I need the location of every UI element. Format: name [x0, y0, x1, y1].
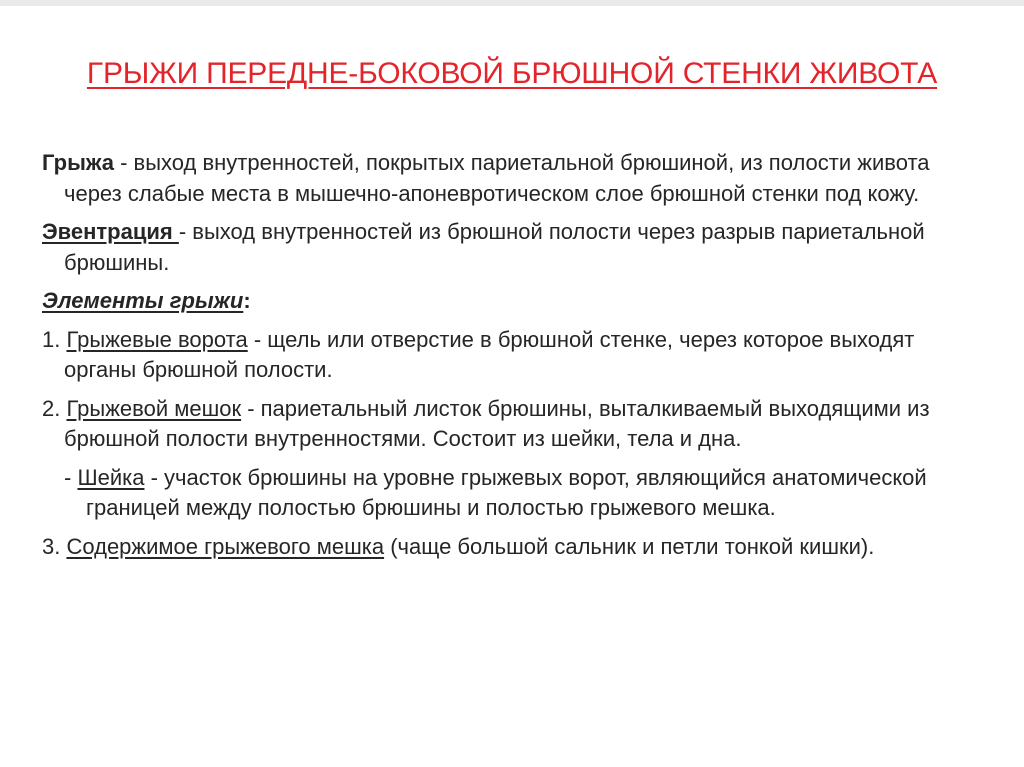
element-item-2-term: Грыжевой мешок	[66, 395, 242, 421]
element-item-3-number: 3.	[42, 533, 67, 559]
definition-eventration	[42, 217, 982, 278]
element-item-2-number: 2.	[42, 395, 67, 421]
elements-heading-text: Элементы грыжи	[42, 288, 244, 313]
elements-heading-colon: :	[243, 288, 251, 313]
element-item-3	[42, 532, 982, 563]
term-eventration: Эвентрация	[42, 219, 179, 244]
element-item-1-term: Грыжевые ворота	[66, 326, 248, 352]
element-item-2	[42, 394, 982, 455]
element-item-1	[42, 325, 982, 386]
element-item-1-text: - щель или отверстие в брюшной стенке, через которое выходят органы брюшной полости.	[64, 326, 915, 382]
element-subitem-neck-term: Шейка	[77, 464, 145, 490]
element-item-3-text: (чаще большой сальник и петли тонкой кишки).	[384, 533, 875, 559]
elements-heading	[42, 286, 982, 317]
term-hernia: Грыжа	[42, 150, 114, 175]
element-item-1-number: 1.	[42, 326, 67, 352]
slide-title: ГРЫЖИ ПЕРЕДНЕ-БОКОВОЙ БРЮШНОЙ СТЕНКИ ЖИВОТА	[86, 57, 938, 90]
element-subitem-neck	[64, 463, 982, 524]
slide-content	[42, 148, 982, 570]
definition-hernia	[42, 148, 982, 209]
definition-eventration-text: - выход внутренностей из брюшной полости через разрыв париетальной брюшины.	[64, 219, 925, 275]
element-subitem-neck-text: - участок брюшины на уровне грыжевых ворот, являющийся анатомической границей между полостью брюшины и полостью грыжевого мешка.	[86, 464, 927, 520]
top-band	[0, 0, 1024, 6]
element-subitem-neck-dash: -	[64, 464, 78, 490]
element-item-3-term: Содержимое грыжевого мешка	[66, 533, 385, 559]
element-item-2-text: - париетальный листок брюшины, выталкиваемый выходящими из брюшной полости внутренностями. Состоит из шейки, тела и дна.	[64, 395, 930, 451]
definition-hernia-text: - выход внутренностей, покрытых париетальной брюшиной, из полости живота через слабые места в мышечно-апоневротическом слое брюшной стенки под кожу.	[64, 150, 930, 206]
